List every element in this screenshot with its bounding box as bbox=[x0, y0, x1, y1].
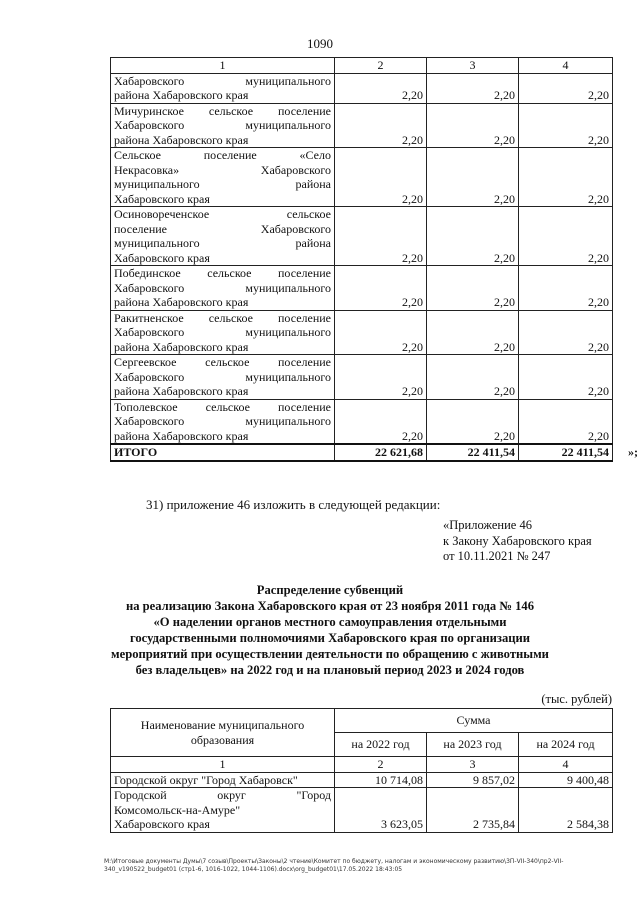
heading-line: без владельцев» на 2022 год и на плановый период 2023 и 2024 годов bbox=[135, 663, 525, 677]
municipality-name bbox=[111, 399, 335, 444]
table-row bbox=[111, 148, 613, 207]
amount-cell: 2,20 bbox=[335, 355, 427, 400]
column-number: 1 bbox=[111, 757, 335, 773]
amount-cell: 2,20 bbox=[519, 310, 613, 355]
heading-line: государственными полномочиями Хабаровского края по организации bbox=[129, 631, 531, 645]
amount-cell: 2,20 bbox=[519, 103, 613, 148]
table-row bbox=[111, 310, 613, 355]
column-number: 3 bbox=[427, 757, 519, 773]
municipality-name bbox=[111, 772, 335, 788]
subsidy-table-continued bbox=[110, 57, 638, 462]
amount-cell: 9 400,48 bbox=[519, 772, 613, 788]
name-line: Хабаровского края bbox=[114, 191, 210, 206]
name-line: муниципального района bbox=[114, 177, 331, 191]
table-row bbox=[111, 266, 613, 311]
total-label: ИТОГО bbox=[111, 444, 335, 461]
municipality-name bbox=[111, 148, 335, 207]
name-line: Сельское поселение «Село bbox=[114, 148, 331, 162]
table-row bbox=[111, 207, 613, 266]
amount-cell: 3 623,05 bbox=[335, 788, 427, 833]
name-line: поселение Хабаровского bbox=[114, 221, 331, 236]
total-amount: 22 621,68 bbox=[335, 444, 427, 461]
footer-line: 340_v190522_budget01 (стр1-6, 1016-1022, 1044-1106).docx\org_budget01\17.05.2022 18:43:05 bbox=[104, 866, 403, 873]
document-heading bbox=[100, 582, 560, 678]
amount-cell: 2,20 bbox=[519, 73, 613, 103]
amendment-paragraph: 31) приложение 46 изложить в следующей редакции: bbox=[146, 497, 441, 512]
amount-cell: 2,20 bbox=[427, 310, 519, 355]
total-row bbox=[111, 444, 613, 461]
name-line: Хабаровского муниципального bbox=[114, 118, 331, 132]
amount-cell: 10 714,08 bbox=[335, 772, 427, 788]
name-line: Комсомольск-на-Амуре" bbox=[114, 802, 241, 817]
amount-cell: 2,20 bbox=[427, 399, 519, 444]
name-line: района Хабаровского края bbox=[114, 132, 249, 147]
heading-line: мероприятий при осуществлении деятельности по обращению с животными bbox=[111, 647, 549, 661]
amount-cell: 2,20 bbox=[427, 148, 519, 207]
file-path-footer bbox=[104, 858, 614, 874]
name-line: Мичуринское сельское поселение bbox=[114, 103, 331, 118]
column-number: 1 bbox=[111, 58, 335, 74]
header-year-2023: на 2023 год bbox=[427, 733, 519, 757]
table-row bbox=[111, 772, 613, 788]
name-line: района Хабаровского края bbox=[114, 88, 249, 102]
name-line: района Хабаровского края bbox=[114, 428, 249, 443]
appendix-line: к Закону Хабаровского края bbox=[443, 533, 592, 548]
name-line: Хабаровского муниципального bbox=[114, 325, 331, 339]
appendix-reference bbox=[443, 518, 592, 565]
name-line: Хабаровского муниципального bbox=[114, 369, 331, 384]
header-year-2024: на 2024 год bbox=[519, 733, 613, 757]
amount-cell: 2,20 bbox=[427, 266, 519, 311]
header-sum: Сумма bbox=[335, 709, 613, 733]
name-line: Хабаровского муниципального bbox=[114, 414, 331, 428]
name-line: Ракитненское сельское поселение bbox=[114, 310, 331, 325]
header-municipality: Наименование муниципального образования bbox=[111, 709, 335, 757]
table-row bbox=[111, 355, 613, 400]
municipality-name bbox=[111, 355, 335, 400]
heading-line: Распределение субвенций bbox=[256, 583, 404, 597]
amount-cell: 2,20 bbox=[519, 266, 613, 311]
amount-cell: 2,20 bbox=[427, 355, 519, 400]
amount-cell: 9 857,02 bbox=[427, 772, 519, 788]
table-row bbox=[111, 73, 613, 103]
name-line: Хабаровского муниципального bbox=[114, 280, 331, 295]
municipality-name bbox=[111, 73, 335, 103]
column-number: 2 bbox=[335, 58, 427, 74]
municipality-name bbox=[111, 207, 335, 266]
municipality-name bbox=[111, 103, 335, 148]
header-year-2022: на 2022 год bbox=[335, 733, 427, 757]
amount-cell: 2,20 bbox=[335, 73, 427, 103]
name-line: Некрасовка» Хабаровского bbox=[114, 162, 331, 177]
amount-cell: 2,20 bbox=[335, 103, 427, 148]
name-line: Тополевское сельское поселение bbox=[114, 399, 331, 414]
appendix-line: от 10.11.2021 № 247 bbox=[443, 549, 551, 563]
amount-cell: 2,20 bbox=[335, 266, 427, 311]
subsidy-distribution-table bbox=[110, 708, 613, 833]
column-number: 3 bbox=[427, 58, 519, 74]
footer-line: M:\Итоговые документы Думы\7 созыв\Проекты\Законы\2 чтение\Комитет по бюджету, налогам и экономическому развитию\3П-VII-340\пр2-VII- bbox=[104, 858, 564, 865]
name-line: Сергеевское сельское поселение bbox=[114, 355, 331, 369]
name-line: муниципального района bbox=[114, 236, 331, 250]
heading-line: «О наделении органов местного самоуправления отдельными bbox=[153, 615, 507, 629]
name-line: Хабаровского края bbox=[114, 817, 210, 831]
amount-cell: 2,20 bbox=[519, 207, 613, 266]
amount-cell: 2,20 bbox=[335, 207, 427, 266]
appendix-line: «Приложение 46 bbox=[443, 518, 532, 532]
name-line: Осиновореченское сельское bbox=[114, 207, 331, 221]
table-row bbox=[111, 103, 613, 148]
municipality-name bbox=[111, 310, 335, 355]
amount-cell: 2,20 bbox=[427, 207, 519, 266]
amount-cell: 2,20 bbox=[427, 73, 519, 103]
amount-cell: 2,20 bbox=[335, 399, 427, 444]
amount-cell: 2 735,84 bbox=[427, 788, 519, 833]
column-numbers-row bbox=[111, 58, 613, 74]
name-line: Хабаровского края bbox=[114, 250, 210, 265]
name-line: района Хабаровского края bbox=[114, 339, 249, 354]
column-number: 4 bbox=[519, 58, 613, 74]
column-number: 2 bbox=[335, 757, 427, 773]
amount-cell: 2,20 bbox=[519, 399, 613, 444]
amount-cell: 2,20 bbox=[427, 103, 519, 148]
name-line: района Хабаровского края bbox=[114, 295, 249, 309]
total-amount: 22 411,54 bbox=[427, 444, 519, 461]
units-label: (тыс. рублей) bbox=[541, 692, 612, 706]
page-number: 1090 bbox=[307, 36, 333, 51]
municipality-name bbox=[111, 266, 335, 311]
table-row bbox=[111, 399, 613, 444]
name-line: Хабаровского муниципального bbox=[114, 73, 331, 88]
amount-cell: 2,20 bbox=[335, 310, 427, 355]
name-line: района Хабаровского края bbox=[114, 384, 249, 398]
amount-cell: 2,20 bbox=[519, 148, 613, 207]
total-amount: 22 411,54 »; bbox=[519, 444, 613, 461]
table-row bbox=[111, 788, 613, 833]
name-line: Городской округ "Город bbox=[114, 788, 331, 802]
closing-quote: »; bbox=[628, 445, 638, 459]
column-number: 4 bbox=[519, 757, 613, 773]
amount-cell: 2,20 bbox=[519, 355, 613, 400]
name-line: Городской округ "Город Хабаровск" bbox=[114, 772, 298, 787]
amount-cell: 2,20 bbox=[335, 148, 427, 207]
municipality-name bbox=[111, 788, 335, 833]
heading-line: на реализацию Закона Хабаровского края от 23 ноября 2011 года № 146 bbox=[125, 599, 535, 613]
name-line: Побединское сельское поселение bbox=[114, 266, 331, 280]
amount-cell: 2 584,38 bbox=[519, 788, 613, 833]
